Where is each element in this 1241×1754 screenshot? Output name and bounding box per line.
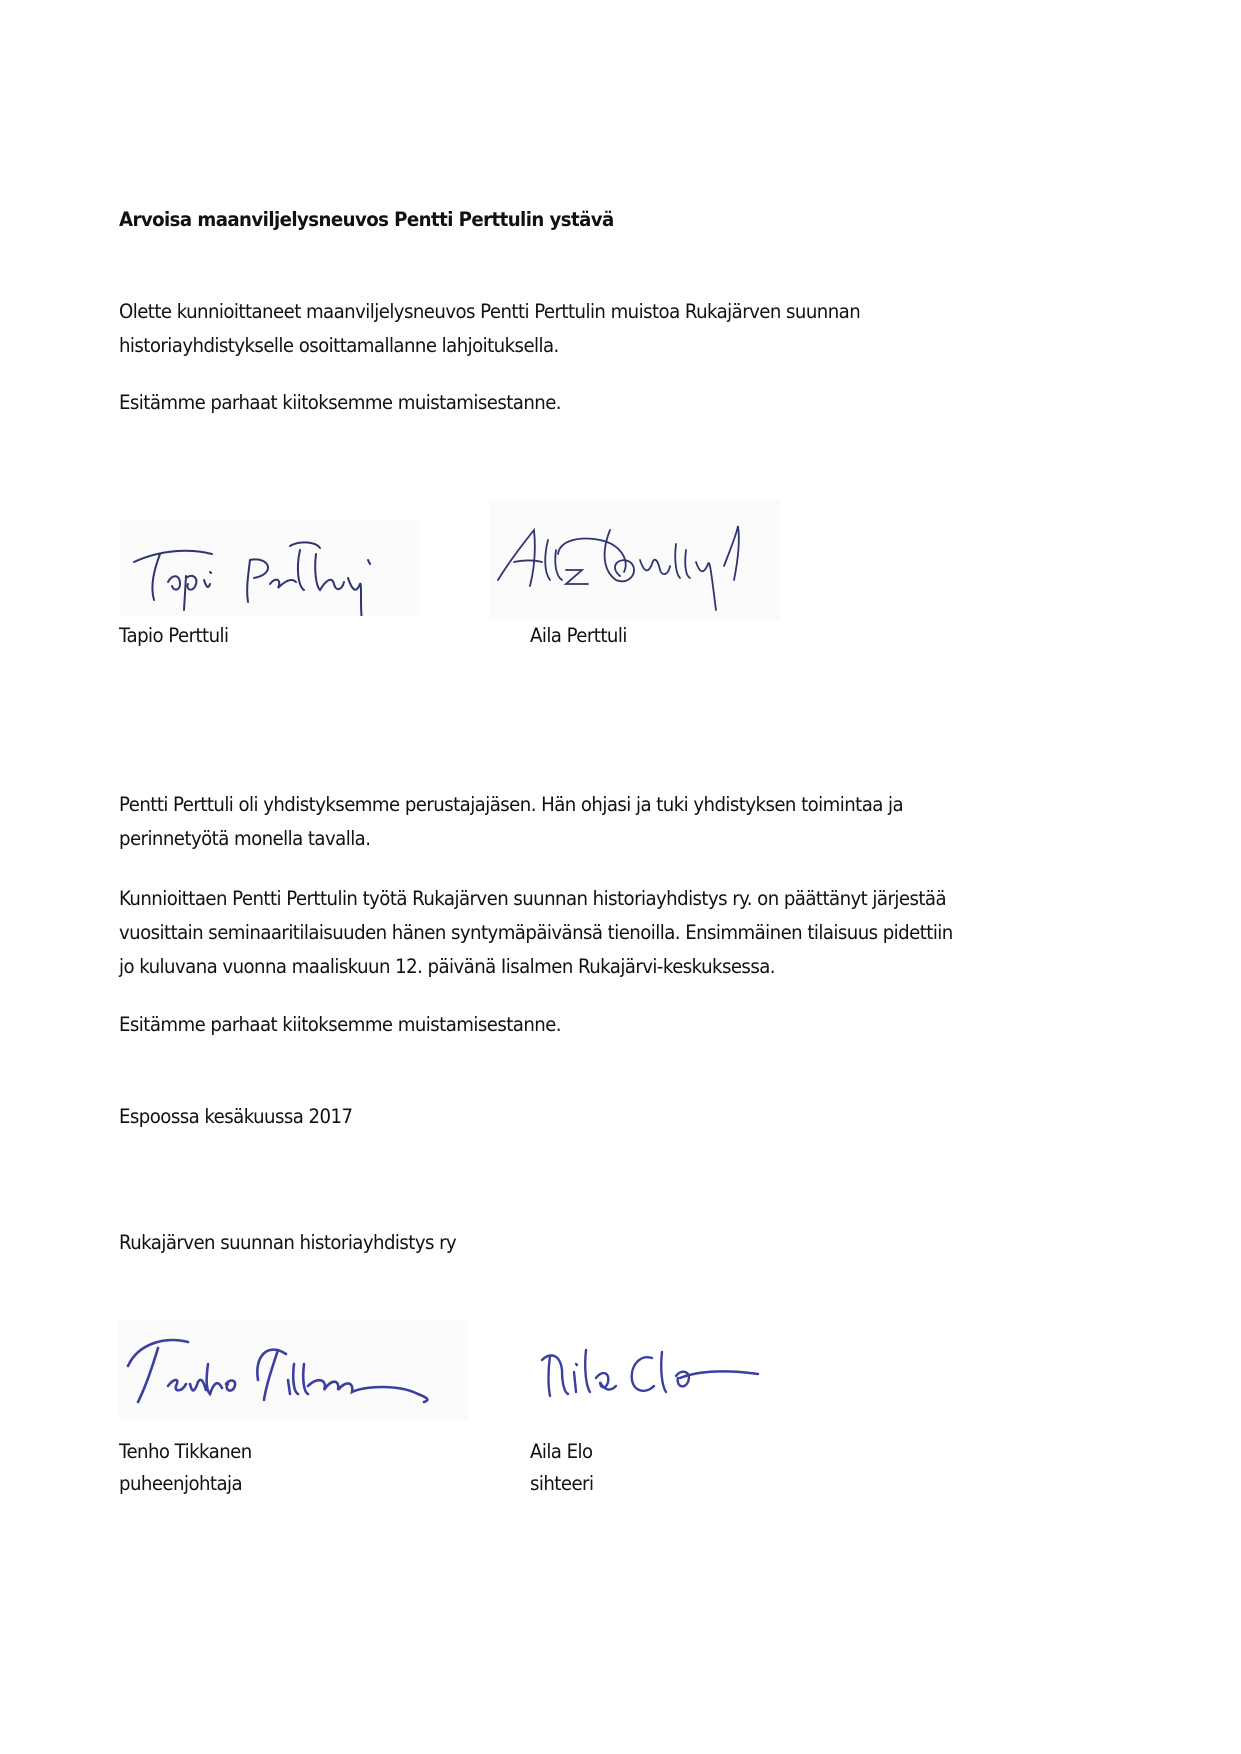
place-date: Espoossa kesäkuussa 2017 (119, 1105, 353, 1128)
thanks-line-1: Esitämme parhaat kiitoksemme muistamisestanne. (119, 391, 562, 414)
organization-name: Rukajärven suunnan historiayhdistys ry (119, 1231, 457, 1254)
signatory-name-tenho-tikkanen: Tenho Tikkanen (119, 1440, 252, 1463)
paragraph-1-line-2: historiayhdistykselle osoittamallanne lahjoituksella. (119, 334, 559, 357)
signatory-name-aila-elo: Aila Elo (530, 1440, 593, 1463)
signatory-role-secretary: sihteeri (530, 1472, 594, 1495)
thanks-line-2: Esitämme parhaat kiitoksemme muistamisestanne. (119, 1013, 562, 1036)
paragraph-2-line-2: perinnetyötä monella tavalla. (119, 827, 371, 850)
signature-aila-elo-icon (530, 1330, 790, 1410)
paragraph-1-line-1: Olette kunnioittaneet maanviljelysneuvos Pentti Perttulin muistoa Rukajärven suunnan (119, 300, 861, 323)
signature-tapio-perttuli-icon (120, 520, 420, 616)
paragraph-3-line-2: vuosittain seminaaritilaisuuden hänen syntymäpäivänsä tienoilla. Ensimmäinen tilaisuus pidettiin (119, 921, 953, 944)
signature-aila-perttuli-icon (490, 500, 780, 620)
salutation-heading: Arvoisa maanviljelysneuvos Pentti Perttulin ystävä (119, 208, 614, 231)
signatory-role-chairman: puheenjohtaja (119, 1472, 243, 1495)
signatory-name-aila-perttuli: Aila Perttuli (530, 624, 627, 647)
paragraph-3-line-3: jo kuluvana vuonna maaliskuun 12. päivänä Iisalmen Rukajärvi-keskuksessa. (119, 955, 775, 978)
paragraph-3-line-1: Kunnioittaen Pentti Perttulin työtä Rukajärven suunnan historiayhdistys ry. on päättänyt järjestää (119, 887, 947, 910)
signature-tenho-tikkanen-icon (118, 1320, 468, 1420)
signatory-name-tapio-perttuli: Tapio Perttuli (119, 624, 229, 647)
paragraph-2-line-1: Pentti Perttuli oli yhdistyksemme perustajajäsen. Hän ohjasi ja tuki yhdistyksen toimintaa ja (119, 793, 904, 816)
